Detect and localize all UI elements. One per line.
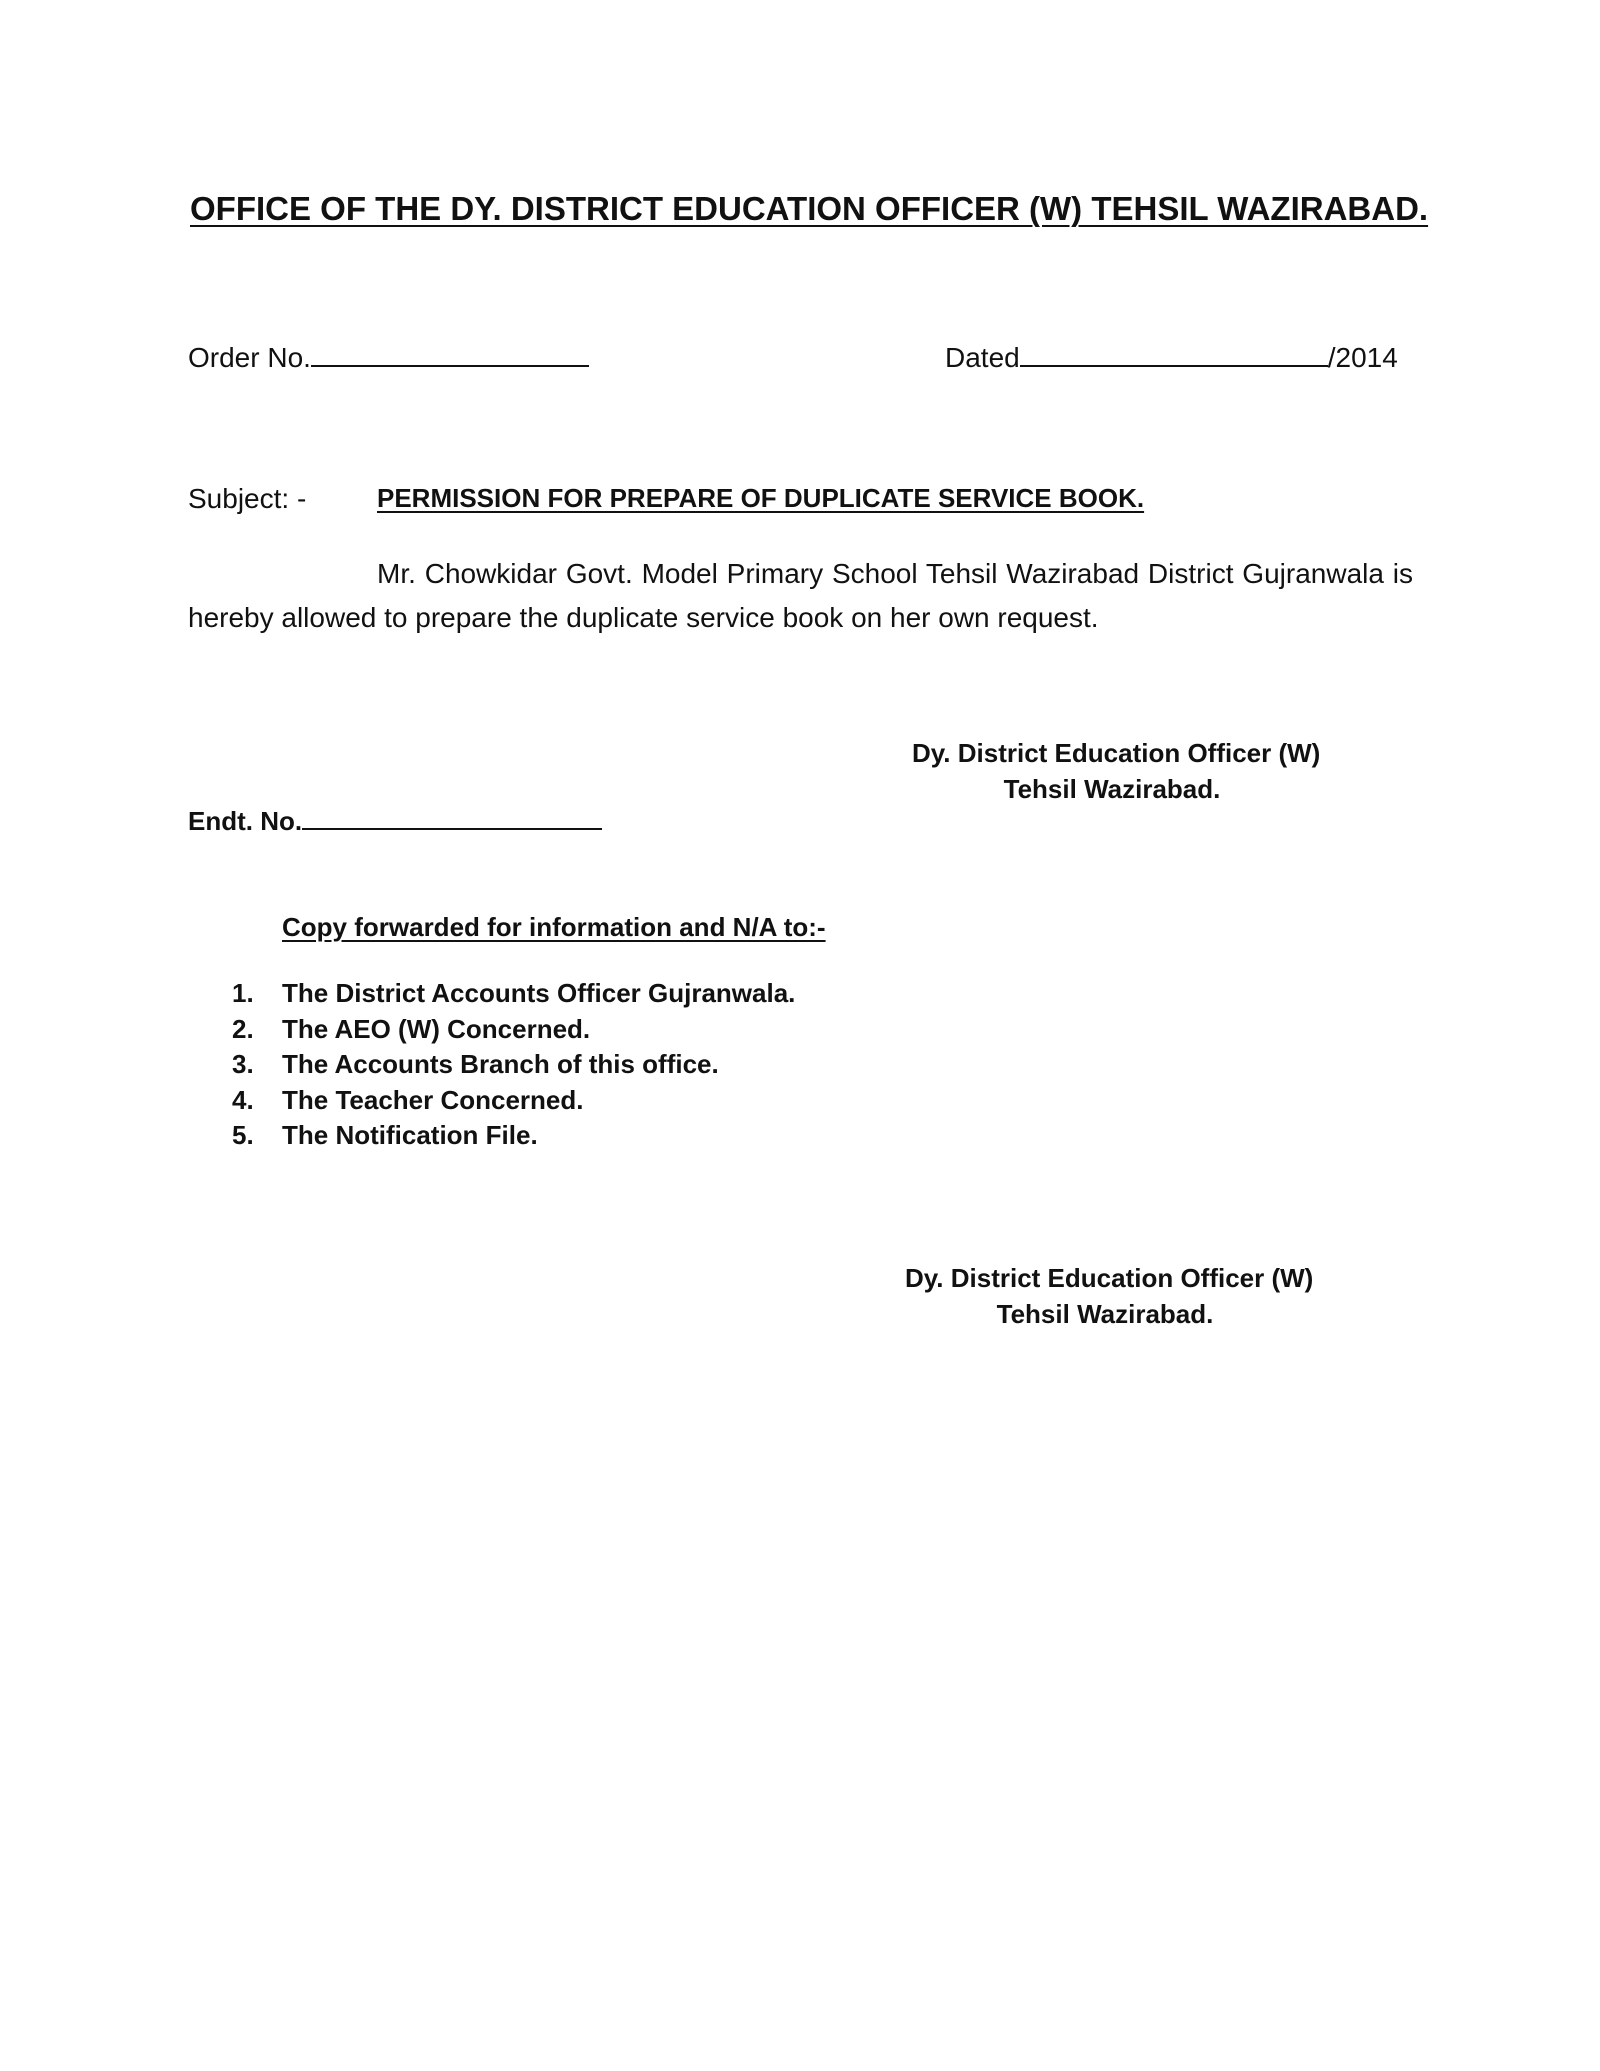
copy-recipient-list <box>232 976 795 1154</box>
endorsement-blank <box>302 827 602 830</box>
list-item: 3. The Accounts Branch of this office. <box>232 1049 719 1079</box>
signature-2-title: Dy. District Education Officer (W) <box>905 1263 1314 1293</box>
order-body-paragraph: Mr. Chowkidar Govt. Model Primary School Tehsil Wazirabad District Gujranwala is hereby allowed to prepare the duplicate service book on her own request. <box>188 558 1413 633</box>
list-item: 2. The AEO (W) Concerned. <box>232 1013 591 1044</box>
date-blank <box>1020 364 1328 367</box>
list-item: 1. The District Accounts Officer Gujranwala. <box>232 978 796 1008</box>
endorsement-line <box>188 806 602 837</box>
list-item: 4. The Teacher Concerned. <box>232 1084 584 1115</box>
order-number-blank <box>311 364 589 367</box>
year-suffix: /2014 <box>1327 342 1398 373</box>
copy-forwarded-heading: Copy forwarded for information and N/A to:- <box>282 912 826 942</box>
signature-block-2 <box>905 1260 1314 1332</box>
signature-1-office: Tehsil Wazirabad. <box>1003 774 1221 804</box>
endorsement-label: Endt. No. <box>188 806 303 836</box>
signature-1-title: Dy. District Education Officer (W) <box>912 738 1321 768</box>
page-title: OFFICE OF THE DY. DISTRICT EDUCATION OFFICER (W) TEHSIL WAZIRABAD. <box>190 190 1429 227</box>
list-item: 5. The Notification File. <box>232 1120 538 1150</box>
order-number-line <box>188 342 589 374</box>
signature-2-office: Tehsil Wazirabad. <box>996 1299 1214 1329</box>
subject-text: PERMISSION FOR PREPARE OF DUPLICATE SERVICE BOOK. <box>377 483 1145 513</box>
dated-line <box>945 342 1398 374</box>
signature-block-1 <box>912 735 1321 807</box>
subject-label: Subject: - <box>188 483 307 514</box>
order-number-label: Order No. <box>188 342 311 373</box>
dated-label: Dated <box>945 342 1020 373</box>
